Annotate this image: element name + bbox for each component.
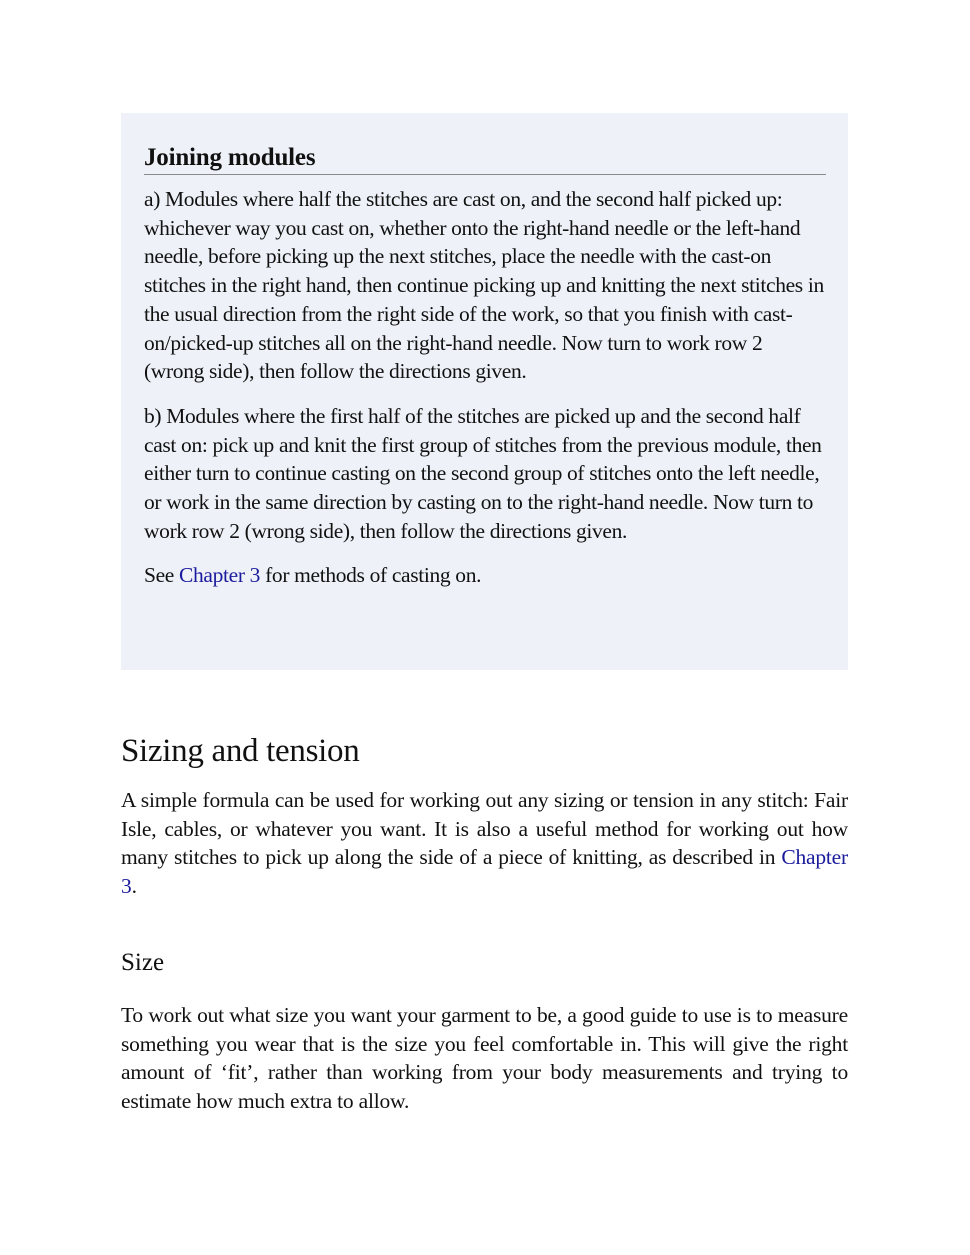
section-paragraph bbox=[121, 786, 848, 900]
chapter-3-link-inline[interactable]: Chapter 3 bbox=[121, 845, 848, 898]
chapter-3-link[interactable]: Chapter 3 bbox=[179, 563, 261, 588]
subsection-paragraph: To work out what size you want your garment to be, a good guide to use is to measure something you wear that is the size you feel comfortable in. This will give the right amount of ‘fit’, rather than working from your body measurements and trying to estimate how much extra to allow. bbox=[121, 1003, 848, 1113]
section-heading: Sizing and tension bbox=[121, 733, 360, 769]
sidebar-paragraph-a: a) Modules where half the stitches are cast on, and the second half picked up: whichever way you cast on, whether onto the right-hand needle or the left-hand needle, before picking up the next stitches, place the needle with the cast-on stitches in the right hand, then continue picking up and knitting the next stitches in the usual direction from the right side of the work, so that you finish with cast-on/picked-up stitches all on the right-hand needle. Now turn to work row 2 (wrong side), then follow the directions given. bbox=[144, 187, 824, 384]
sidebar-paragraph-b: b) Modules where the first half of the stitches are picked up and the second half cast on: pick up and knit the first group of stitches from the previous module, then either turn to continue casting on the second group of stitches onto the left needle, or work in the same direction by casting on to the right-hand needle. Now turn to work row 2 (wrong side), then follow the directions given. bbox=[144, 403, 822, 543]
section-paragraph-text: A simple formula can be used for working out any sizing or tension in any stitch: Fair Isle, cables, or whatever you want. It is also a useful method for working out how many stitches to pick up along the side of a piece of knitting, as described in bbox=[121, 788, 848, 870]
see-prefix: See bbox=[144, 563, 180, 588]
sidebar-title: Joining modules bbox=[144, 143, 826, 175]
section-paragraph-end: . bbox=[131, 873, 137, 898]
subsection-heading: Size bbox=[121, 949, 165, 976]
sidebar-see-also bbox=[144, 561, 826, 590]
joining-modules-sidebar bbox=[121, 113, 848, 670]
see-suffix: for methods of casting on. bbox=[260, 563, 482, 588]
